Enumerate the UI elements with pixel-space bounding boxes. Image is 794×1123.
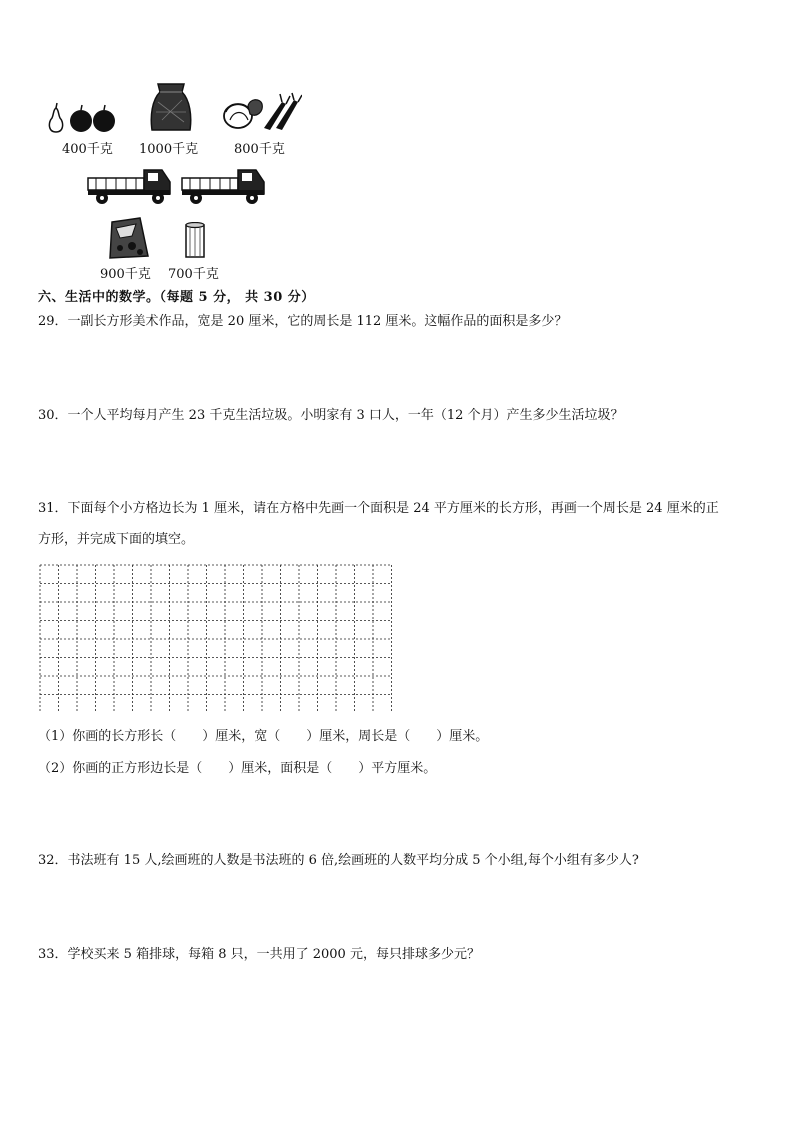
square-grid[interactable]: [38, 563, 398, 711]
barrel-weight-label: 700千克: [168, 267, 219, 282]
fruit-weight-label: 400千克: [62, 142, 113, 157]
question-31-line-2: 方形，并完成下面的填空。: [38, 532, 195, 547]
grid-drawing-area[interactable]: [38, 563, 398, 711]
barrel-icon: [184, 222, 206, 260]
question-30: 30．一个人平均每月产生 23 千克生活垃圾。小明家有 3 口人，一年（12 个月）产生多少生活垃圾？: [38, 408, 624, 423]
truck-icon: [180, 166, 268, 206]
coal-bag-icon: [106, 216, 152, 260]
sack-weight-label: 1000千克: [139, 142, 199, 157]
question-31-line-1: 31．下面每个小方格边长为 1 厘米，请在方格中先画一个面积是 24 平方厘米的长方形，再画一个周长是 24 厘米的正: [38, 501, 719, 516]
question-29: 29．一副长方形美术作品，宽是 20 厘米，它的周长是 112 厘米。这幅作品的面积是多少？: [38, 314, 568, 329]
question-31-sub-1: （1）你画的长方形长（ ）厘米，宽（ ）厘米，周长是（ ）厘米。: [38, 729, 489, 744]
question-33: 33．学校买来 5 箱排球，每箱 8 只，一共用了 2000 元，每只排球多少元？: [38, 947, 480, 962]
section-heading: 六、生活中的数学。（每题 5 分， 共 30 分）: [38, 290, 315, 305]
vegetable-weight-label: 800千克: [234, 142, 285, 157]
coal-weight-label: 900千克: [100, 267, 151, 282]
question-31-sub-2: （2）你画的正方形边长是（ ）厘米，面积是（ ）平方厘米。: [38, 761, 437, 776]
fruit-icon: [46, 102, 120, 134]
sack-icon: [148, 82, 194, 132]
truck-icon: [86, 166, 174, 206]
vegetable-icon: [220, 92, 302, 132]
question-32: 32．书法班有 15 人,绘画班的人数是书法班的 6 倍,绘画班的人数平均分成 5 个小组,每个小组有多少人?: [38, 853, 639, 868]
